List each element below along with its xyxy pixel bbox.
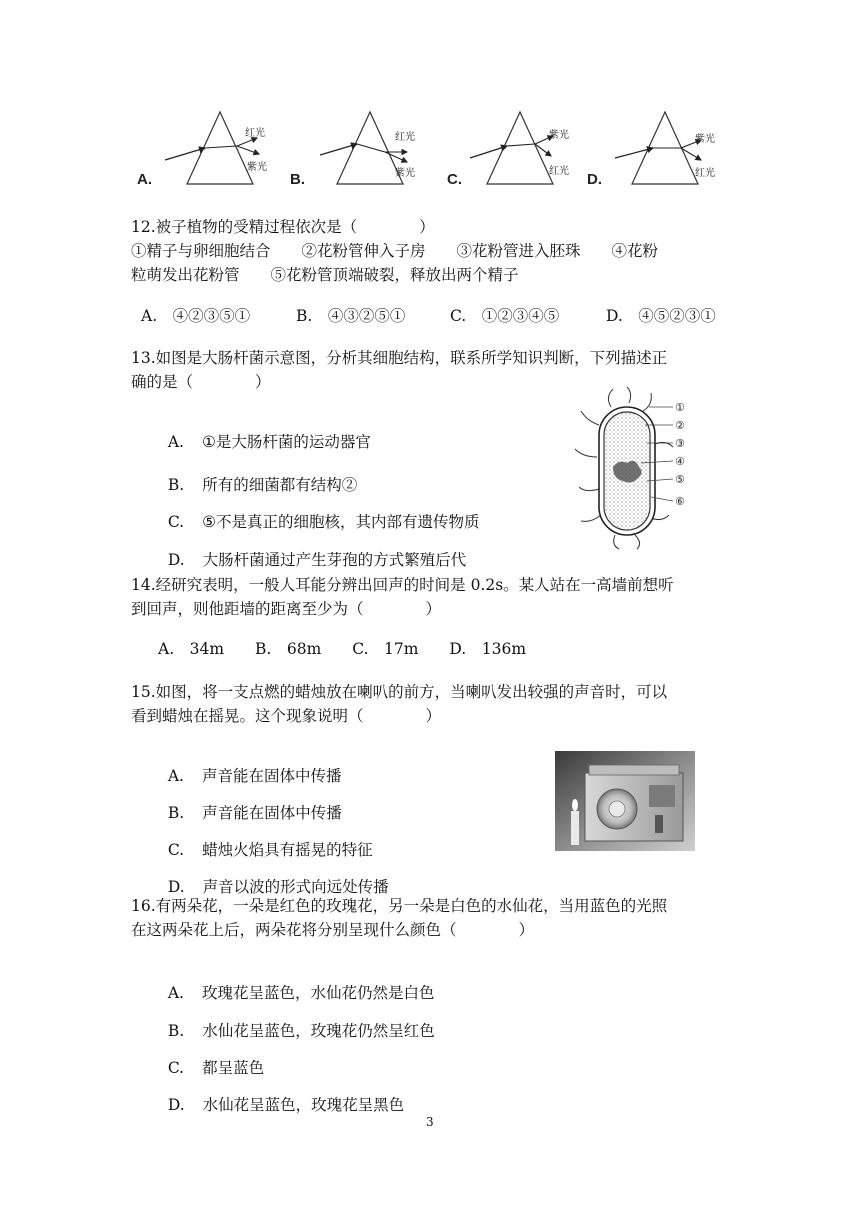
q12-option-b[interactable]: B. ④③②⑤① bbox=[296, 307, 406, 325]
diagram-label-4: ④ bbox=[675, 455, 685, 468]
prism-a-letter: A. bbox=[137, 171, 152, 188]
q12-option-a[interactable]: A. ④②③⑤① bbox=[141, 307, 251, 325]
q16-option-b-text: 水仙花呈蓝色，玫瑰花仍然呈红色 bbox=[202, 1022, 435, 1040]
prism-c-bottom-label: 红光 bbox=[549, 166, 569, 177]
prism-b-letter: B. bbox=[290, 171, 305, 188]
q16-option-c-letter: C. bbox=[167, 1059, 185, 1077]
q12-option-d[interactable]: D. ④⑤②③① bbox=[606, 307, 716, 325]
prism-b-top-label: 红光 bbox=[395, 132, 415, 143]
q13-stem-line2: 确的是（ ） bbox=[131, 373, 271, 391]
q12-stem: 12.被子植物的受精过程依次是（ ） bbox=[131, 218, 435, 236]
q14-stem-line1: 14.经研究表明，一般人耳能分辨出回声的时间是 0.2s。某人站在一高墙前想听 bbox=[131, 576, 674, 594]
q15-option-b-letter: B. bbox=[167, 804, 185, 822]
q16-option-d[interactable] bbox=[158, 1075, 404, 1115]
prism-d-top-label: 紫光 bbox=[695, 134, 715, 145]
q16-option-d-letter: D. bbox=[167, 1096, 185, 1114]
prism-b-bottom-label: 紫光 bbox=[395, 168, 415, 179]
diagram-label-1: ① bbox=[675, 401, 685, 414]
q13-stem-line1: 13.如图是大肠杆菌示意图，分析其细胞结构，联系所学知识判断，下列描述正 bbox=[131, 349, 668, 367]
q16-stem-line2: 在这两朵花上后，两朵花将分别呈现什么颜色（ ） bbox=[131, 921, 535, 939]
q16-option-c-text: 都呈蓝色 bbox=[202, 1059, 265, 1077]
q13-option-b[interactable] bbox=[158, 455, 357, 495]
q16-option-b-letter: B. bbox=[167, 1022, 185, 1040]
q13-option-d[interactable] bbox=[158, 530, 466, 570]
q12-option-c[interactable]: C. ①②③④⑤ bbox=[450, 307, 560, 325]
q16-option-c[interactable] bbox=[158, 1038, 264, 1078]
q13-option-c-text: ⑤不是真正的细胞核，其内部有遗传物质 bbox=[202, 513, 480, 531]
q16-option-b[interactable] bbox=[158, 1001, 435, 1041]
q15-option-a-letter: A. bbox=[167, 767, 184, 785]
q15-option-a-text: 声音能在固体中传播 bbox=[201, 767, 342, 785]
q16-option-d-text: 水仙花呈蓝色，玫瑰花呈黑色 bbox=[202, 1096, 405, 1114]
q15-option-b[interactable] bbox=[158, 783, 342, 823]
prism-c-top-label: 紫光 bbox=[549, 130, 569, 141]
q14-options[interactable]: A. 34m B. 68m C. 17m D. 136m bbox=[158, 640, 527, 658]
q13-option-a-letter: A. bbox=[167, 433, 184, 451]
e-coli-diagram bbox=[565, 385, 700, 550]
prism-d-letter: D. bbox=[587, 171, 602, 188]
prism-option-d bbox=[587, 112, 715, 188]
q13-option-c-letter: C. bbox=[167, 513, 185, 531]
prism-option-a bbox=[137, 112, 267, 188]
q15-option-c-text: 蜡烛火焰具有摇晃的特征 bbox=[202, 841, 373, 859]
q15-option-d-text: 声音以波的形式向远处传播 bbox=[202, 878, 389, 896]
q15-option-a[interactable] bbox=[158, 746, 342, 786]
q16-stem-line1: 16.有两朵花，一朵是红色的玫瑰花，另一朵是白色的水仙花，当用蓝色的光照 bbox=[131, 897, 668, 915]
diagram-label-3: ③ bbox=[675, 437, 685, 450]
q13-option-a-text: ①是大肠杆菌的运动器官 bbox=[201, 433, 371, 451]
q15-stem-line2: 看到蜡烛在摇晃。这个现象说明（ ） bbox=[131, 707, 442, 725]
q16-option-a-text: 玫瑰花呈蓝色，水仙花仍然是白色 bbox=[201, 984, 435, 1002]
q13-option-c[interactable] bbox=[158, 492, 480, 532]
prism-c-letter: C. bbox=[447, 171, 462, 188]
prism-figure bbox=[125, 100, 735, 195]
diagram-label-5: ⑤ bbox=[675, 473, 685, 486]
q15-option-d-letter: D. bbox=[167, 878, 185, 896]
q12-line2: ①精子与卵细胞结合 ②花粉管伸入子房 ③花粉管进入胚珠 ④花粉 bbox=[131, 242, 659, 260]
q13-option-a[interactable] bbox=[158, 412, 371, 452]
q15-option-c[interactable] bbox=[158, 820, 373, 860]
prism-a-top-label: 红光 bbox=[245, 128, 265, 139]
speaker-candle-photo bbox=[555, 751, 695, 851]
prism-option-b bbox=[290, 112, 415, 188]
q15-stem-line1: 15.如图，将一支点燃的蜡烛放在喇叭的前方，当喇叭发出较强的声音时，可以 bbox=[131, 683, 668, 701]
page-number: 3 bbox=[426, 1115, 434, 1129]
prism-d-bottom-label: 红光 bbox=[695, 168, 715, 179]
q15-option-d[interactable] bbox=[158, 857, 389, 897]
q13-option-d-text: 大肠杆菌通过产生芽孢的方式繁殖后代 bbox=[202, 551, 467, 569]
q16-option-a-letter: A. bbox=[167, 984, 184, 1002]
prism-a-bottom-label: 紫光 bbox=[247, 162, 267, 173]
q12-line3: 粒萌发出花粉管 ⑤花粉管顶端破裂，释放出两个精子 bbox=[131, 266, 519, 284]
diagram-label-2: ② bbox=[675, 419, 685, 432]
q15-option-b-text: 声音能在固体中传播 bbox=[202, 804, 342, 822]
q13-option-b-text: 所有的细菌都有结构② bbox=[202, 476, 358, 494]
q16-option-a[interactable] bbox=[158, 963, 435, 1003]
q14-stem-line2: 到回声，则他距墙的距离至少为（ ） bbox=[131, 600, 442, 618]
prism-option-c bbox=[447, 112, 569, 188]
q13-option-d-letter: D. bbox=[167, 551, 185, 569]
q13-option-b-letter: B. bbox=[167, 476, 185, 494]
q15-option-c-letter: C. bbox=[167, 841, 185, 859]
diagram-label-6: ⑥ bbox=[675, 495, 685, 508]
